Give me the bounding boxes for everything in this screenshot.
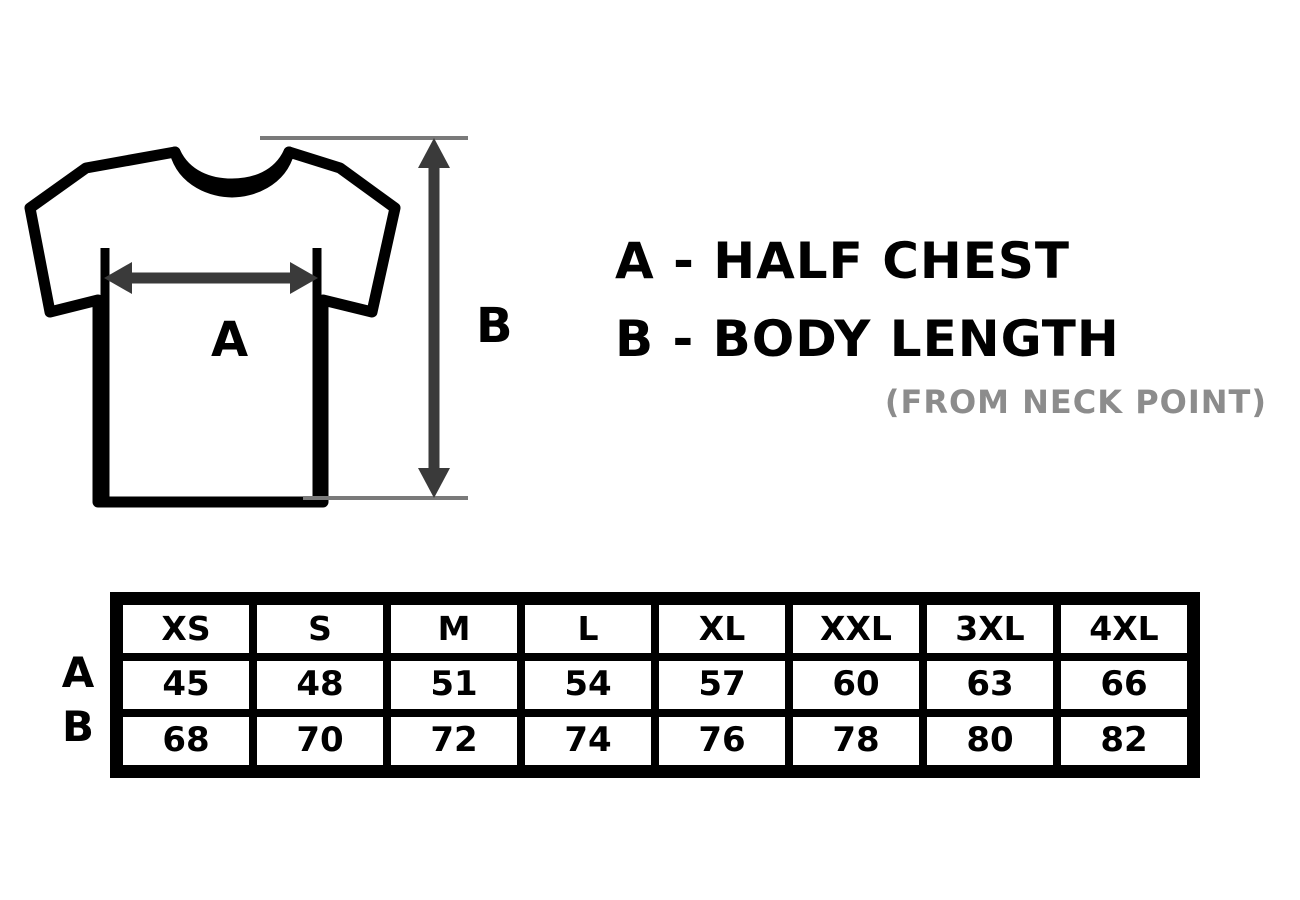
table-cell: 74 bbox=[521, 713, 655, 769]
table-cell: 76 bbox=[655, 713, 789, 769]
table-cell: 70 bbox=[253, 713, 387, 769]
legend-body-length: B - BODY LENGTH bbox=[615, 310, 1120, 368]
legend-half-chest: A - HALF CHEST bbox=[615, 232, 1071, 290]
table-cell: 60 bbox=[789, 657, 923, 713]
table-cell: 51 bbox=[387, 657, 521, 713]
table-header-cell: XXL bbox=[789, 601, 923, 657]
row-label-b: B bbox=[61, 702, 94, 751]
legend bbox=[615, 222, 1275, 426]
table-cell: 45 bbox=[119, 657, 253, 713]
row-label-column bbox=[48, 592, 108, 774]
table-cell: 78 bbox=[789, 713, 923, 769]
table-header-row bbox=[119, 601, 1191, 657]
table-header-cell: L bbox=[521, 601, 655, 657]
table-cell: 68 bbox=[119, 713, 253, 769]
table-cell: 57 bbox=[655, 657, 789, 713]
legend-from-neck-point: (FROM NECK POINT) bbox=[884, 383, 1267, 421]
size-chart bbox=[48, 592, 1248, 774]
table-cell: 63 bbox=[923, 657, 1057, 713]
table-cell: 54 bbox=[521, 657, 655, 713]
table-row bbox=[119, 713, 1191, 769]
table-header-cell: 4XL bbox=[1057, 601, 1191, 657]
table-row bbox=[119, 657, 1191, 713]
table-cell: 66 bbox=[1057, 657, 1191, 713]
table-header-cell: S bbox=[253, 601, 387, 657]
table-cell: 82 bbox=[1057, 713, 1191, 769]
table-header-cell: M bbox=[387, 601, 521, 657]
tshirt-outline-icon bbox=[20, 120, 540, 540]
chest-label: A bbox=[211, 312, 249, 368]
size-table bbox=[110, 592, 1200, 778]
table-header-cell: 3XL bbox=[923, 601, 1057, 657]
table-cell: 72 bbox=[387, 713, 521, 769]
table-cell: 48 bbox=[253, 657, 387, 713]
table-header-cell: XL bbox=[655, 601, 789, 657]
vertical-double-arrow-icon bbox=[418, 138, 450, 498]
table-header-cell: XS bbox=[119, 601, 253, 657]
length-label: B bbox=[476, 298, 513, 354]
table-cell: 80 bbox=[923, 713, 1057, 769]
row-label-a: A bbox=[61, 648, 95, 697]
